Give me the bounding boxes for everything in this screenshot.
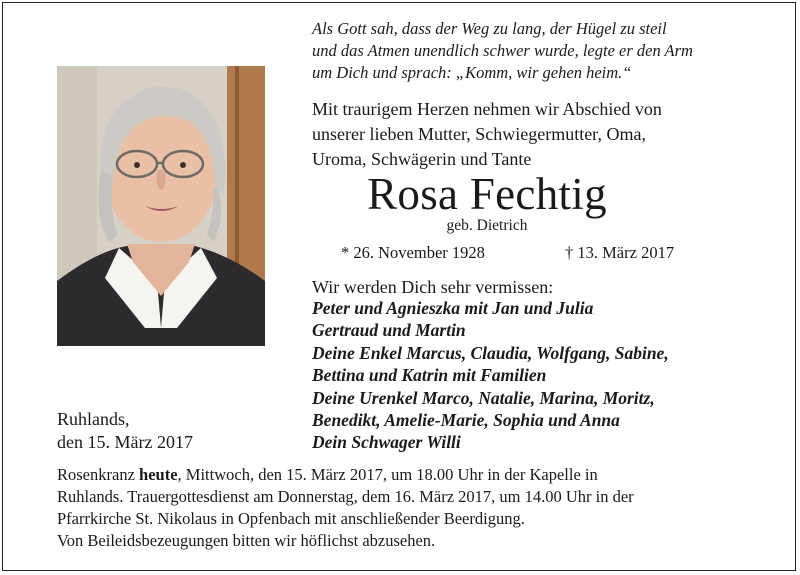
- cross-icon: †: [565, 243, 574, 262]
- deceased-name: Rosa Fechtig: [367, 169, 607, 219]
- service-notice: [57, 464, 787, 552]
- mourner-line: Deine Enkel Marcus, Claudia, Wolfgang, Sabine,: [312, 342, 669, 363]
- notice-line: [57, 464, 787, 486]
- place-and-date: [57, 408, 193, 454]
- mourner-line: Peter und Agnieszka mit Jan und Julia: [312, 298, 594, 318]
- intro-line: Uroma, Schwägerin und Tante: [312, 149, 532, 169]
- poem-line: Als Gott sah, dass der Weg zu lang, der Hügel zu steil: [312, 19, 667, 38]
- memorial-poem: [312, 18, 782, 84]
- farewell-intro: [312, 97, 782, 172]
- place-date: den 15. März 2017: [57, 432, 193, 452]
- notice-text: , Mittwoch, den 15. März 2017, um 18.00 Uhr in der Kapelle in: [177, 465, 598, 484]
- poem-line: und das Atmen unendlich schwer wurde, legte er den Arm: [312, 41, 693, 60]
- mourner-line: Gertraud und Martin: [312, 320, 466, 341]
- notice-line: Ruhlands. Trauergottesdienst am Donnerstag, dem 16. März 2017, um 14.00 Uhr in der: [57, 487, 634, 506]
- intro-line: Mit traurigem Herzen nehmen wir Abschied von: [312, 99, 662, 119]
- birth-date: 26. November 1928: [353, 243, 485, 262]
- birth-name: geb. Dietrich: [446, 217, 528, 234]
- star-icon: *: [341, 243, 350, 262]
- poem-line: um Dich und sprach: „Komm, wir gehen heim.“: [312, 63, 632, 82]
- notice-emphasis: heute: [139, 465, 178, 484]
- notice-line: Pfarrkirche St. Nikolaus in Opfenbach mit anschließender Beerdigung.: [57, 509, 525, 528]
- place-city: Ruhlands,: [57, 409, 130, 429]
- birth-date-line: [341, 242, 485, 264]
- mourners-list: [312, 297, 782, 454]
- mourner-line: Dein Schwager Willi: [312, 432, 461, 453]
- death-date-line: [565, 242, 674, 264]
- intro-line: unserer lieben Mutter, Schwiegermutter, Oma,: [312, 124, 646, 144]
- mourners-heading: Wir werden Dich sehr vermissen:: [312, 277, 554, 297]
- portrait-photo: [57, 66, 265, 346]
- notice-line: Von Beileidsbezeugungen bitten wir höflichst abzusehen.: [57, 531, 436, 550]
- mourner-line: Deine Urenkel Marco, Natalie, Marina, Moritz,: [312, 387, 655, 408]
- mourner-line: Bettina und Katrin mit Familien: [312, 365, 547, 386]
- death-date: 13. März 2017: [577, 243, 675, 262]
- mourner-line: Benedikt, Amelie-Marie, Sophia und Anna: [312, 410, 620, 431]
- notice-text: Rosenkranz: [57, 465, 140, 484]
